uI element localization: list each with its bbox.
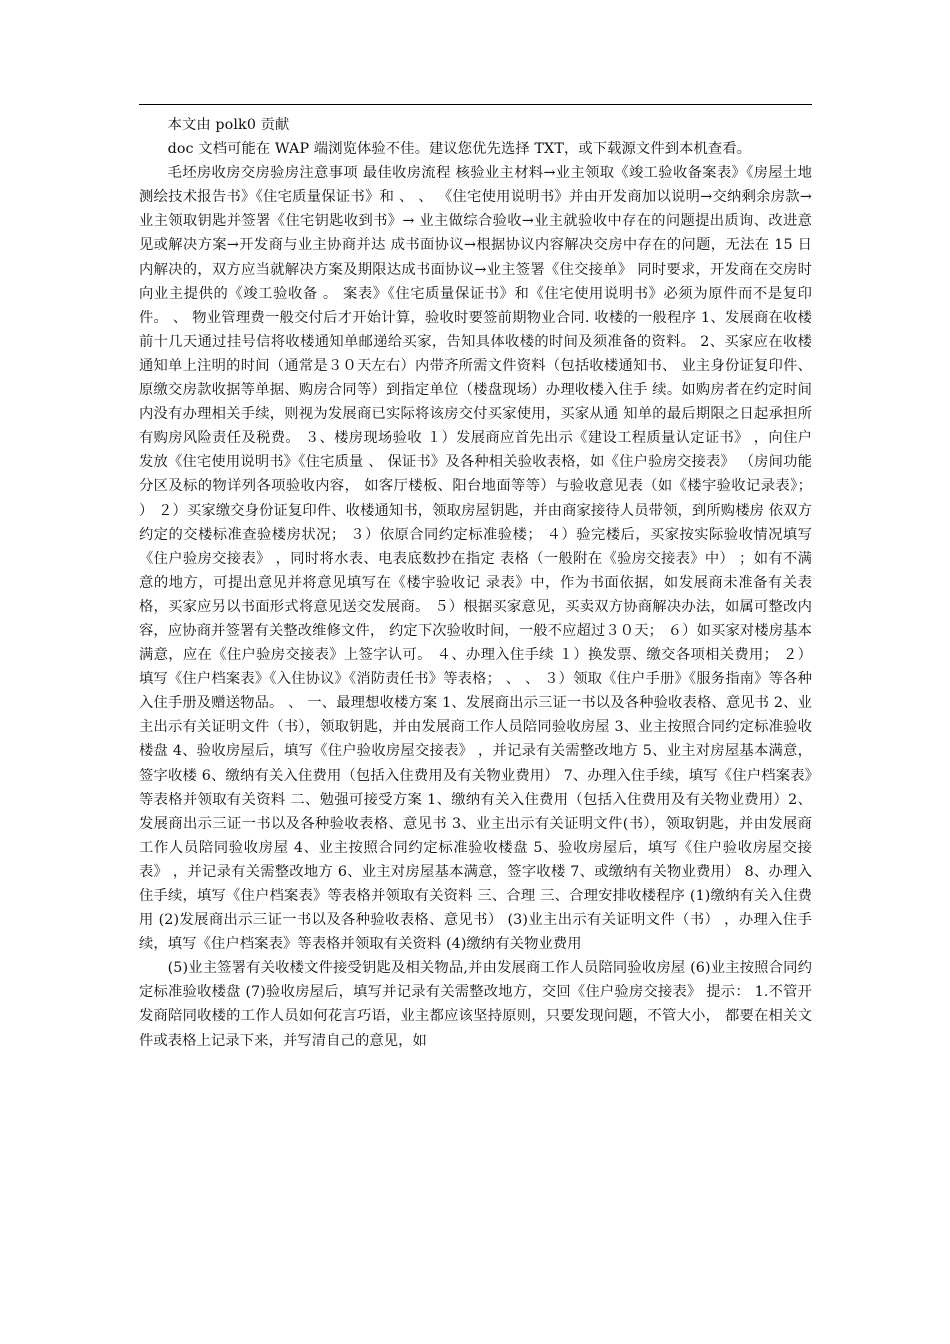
- body-paragraph: (5)业主签署有关收楼文件接受钥匙及相关物品,并由发展商工作人员陪同验收房屋 (6)业主按照合同约定标准验收楼盘 (7)验收房屋后，填写并记录有关需整改地方，交回《住户验房交接表》 提示： 1.不管开发商陪同收楼的工作人员如何花言巧语，业主都应该坚持原则，只要发现问题，不管大小， 都要在相关文件或表格上记录下来，并写清自己的意见，如: [139, 960, 812, 1049]
- contributor-line: 本文由 polk0 贡献: [167, 117, 290, 133]
- body-paragraph: 毛坯房收房交房验房注意事项 最佳收房流程 核验业主材料→业主领取《竣工验收备案表》《房屋土地测绘技术报告书》《住宅质量保证书》和 、 、 《住宅使用说明书》并由开发商加以说明→交纳剩余房款→业主领取钥匙并签署《住宅钥匙收到书》→ 业主做综合验收→业主就验收中存在的问题提出质询、改进意见或解决方案→开发商与业主协商并达 成书面协议→根据协议内容解决交房中存在的问题，无法在 15 日内解决的，双方应当就解决方案及期限达成书面协议→业主签署《住交接单》 同时要求，开发商在交房时向业主提供的《竣工验收备 。 案表》《住宅质量保证书》和《住宅使用说明书》必须为原件而不是复印件。 、 物业管理费一般交付后才开始计算，验收时要签前期物业合同. 收楼的一般程序 1、发展商在收楼前十几天通过挂号信将收楼通知单邮递给买家，告知具体收楼的时间及须准备的资料。 2、买家应在收楼通知单上注明的时间（通常是３０天左右）内带齐所需文件资料（包括收楼通知书、 业主身份证复印件、原缴交房款收据等单据、购房合同等）到指定单位（楼盘现场）办理收楼入住手 续。如购房者在约定时间内没有办理相关手续，则视为发展商已实际将该房交付买家使用，买家从通 知单的最后期限之日起承担所有购房风险责任及税费。 ３、楼房现场验收 １）发展商应首先出示《建设工程质量认定证书》 ，向住户发放《住宅使用说明书》《住宅质量 、 保证书》及各种相关验收表格，如《住户验房交接表》 （房间功能分区及标的物详列各项验收内容， 如客厅楼板、阳台地面等等）与验收意见表（如《楼宇验收记录表》； ） ２）买家缴交身份证复印件、收楼通知书，领取房屋钥匙，并由商家接待人员带领，到所购楼房 依双方约定的交楼标准查验楼房状况； ３）依原合同约定标准验楼； ４）验完楼后，买家按实际验收情况填写《住户验房交接表》 ，同时将水表、电表底数抄在指定 表格（一般附在《验房交接表》中） ；如有不满意的地方，可提出意见并将意见填写在《楼宇验收记 录表》中，作为书面依据，如发展商未准备有关表格，买家应另以书面形式将意见送交发展商。 ５）根据买家意见，买卖双方协商解决办法，如属可整改内容，应协商并签署有关整改维修文件， 约定下次验收时间，一般不应超过３０天； ６）如买家对楼房基本满意，应在《住户验房交接表》上签字认可。 ４、办理入住手续 １）换发票、缴交各项相关费用； ２）填写《住户档案表》《入住协议》《消防责任书》等表格； 、 、 ３）领取《住户手册》《服务指南》等各种入住手册及赠送物品。 、 一、最理想收楼方案 1、发展商出示三证一书以及各种验收表格、意见书 2、业主出示有关证明文件（书），领取钥匙，并由发展商工作人员陪同验收房屋 3、业主按照合同约定标准验收楼盘 4、验收房屋后，填写《住户验收房屋交接表》 ，并记录有关需整改地方 5、业主对房屋基本满意，签字收楼 6、缴纳有关入住费用（包括入住费用及有关物业费用） 7、办理入住手续，填写《住户档案表》等表格并领取有关资料 二、勉强可接受方案 1、缴纳有关入住费用（包括入住费用及有关物业费用）2、发展商出示三证一书以及各种验收表格、意见书 3、业主出示有关证明文件(书），领取钥匙，并由发展商工作人员陪同验收房屋 4、业主按照合同约定标准验收楼盘 5、验收房屋后，填写《住户验收房屋交接表》 ，并记录有关需整改地方 6、业主对房屋基本满意，签字收楼 7、或缴纳有关物业费用） 8、办理入住手续，填写《住户档案表》等表格并领取有关资料 三、合理 三、合理安排收楼程序 (1)缴纳有关入住费用 (2)发展商出示三证一书以及各种验收表格、意见书） (3)业主出示有关证明文件（书） ，办理入住手续，填写《住户档案表》等表格并领取有关资料 (4)缴纳有关物业费用: [139, 165, 812, 953]
- header-rule: [139, 104, 812, 105]
- wap-notice-paragraph: doc 文档可能在 WAP 端浏览体验不佳。建议您优先选择 TXT，或下载源文件到本机查看。: [167, 141, 752, 158]
- document-body: [139, 113, 812, 1053]
